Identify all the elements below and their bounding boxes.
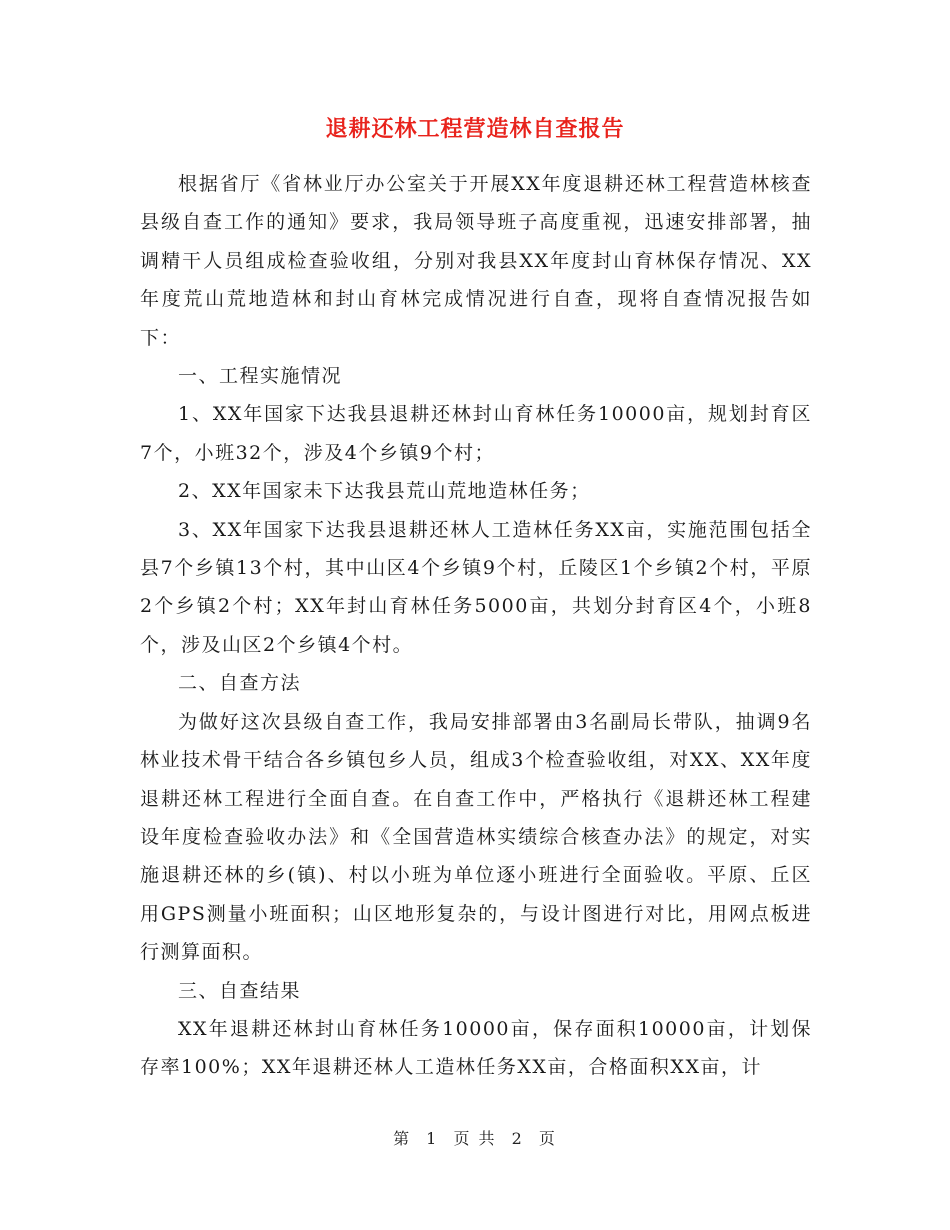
footer-prefix: 第	[393, 1129, 412, 1148]
paragraph-item-2: 2、XX年国家未下达我县荒山荒地造林任务；	[178, 480, 591, 503]
section-heading-3: 三、自查结果	[178, 979, 302, 1002]
page-footer	[0, 1126, 950, 1149]
paragraph-item-1: 1、XX年国家下达我县退耕还林封山育林任务10000亩，规划封育区7个，小班32个，涉及4个乡镇9个村；	[140, 403, 812, 464]
section-heading-1: 一、工程实施情况	[178, 365, 343, 388]
document-title: 退耕还林工程营造林自查报告	[325, 117, 625, 142]
footer-current-page: 1	[426, 1129, 439, 1148]
paragraph-result: XX年退耕还林封山育林任务10000亩，保存面积10000亩，计划保存率100%；XX年退耕还林人工造林任务XX亩，合格面积XX亩，计	[140, 1017, 812, 1079]
footer-mid: 页 共	[453, 1129, 497, 1148]
paragraph-item-3: 3、XX年国家下达我县退耕还林人工造林任务XX亩，实施范围包括全县7个乡镇13个村，其中山区4个乡镇9个村，丘陵区1个乡镇2个村，平原2个乡镇2个村；XX年封山育林任务5000亩，共划分封育区4个，小班8个，涉及山区2个乡镇4个村。	[140, 518, 812, 656]
paragraph-intro: 根据省厅《省林业厅办公室关于开展XX年度退耕还林工程营造林核查县级自查工作的通知》要求，我局领导班子高度重视，迅速安排部署，抽调精干人员组成检查验收组，分别对我县XX年度封山育林保存情况、XX年度荒山荒地造林和封山育林完成情况进行自查，现将自查情况报告如下：	[140, 173, 812, 349]
footer-suffix: 页	[538, 1129, 557, 1148]
paragraph-method: 为做好这次县级自查工作，我局安排部署由3名副局长带队，抽调9名林业技术骨干结合各乡镇包乡人员，组成3个检查验收组，对XX、XX年度退耕还林工程进行全面自查。在自查工作中，严格执行《退耕还林工程建设年度检查验收办法》和《全国营造林实绩综合核查办法》的规定，对实施退耕还林的乡(镇)、村以小班为单位逐小班进行全面验收。平原、丘区用GPS测量小班面积；山区地形复杂的，与设计图进行对比，用网点板进行测算面积。	[140, 710, 812, 964]
section-heading-2: 二、自查方法	[178, 672, 302, 695]
footer-total-pages: 2	[511, 1129, 524, 1148]
document-body	[140, 165, 812, 1087]
